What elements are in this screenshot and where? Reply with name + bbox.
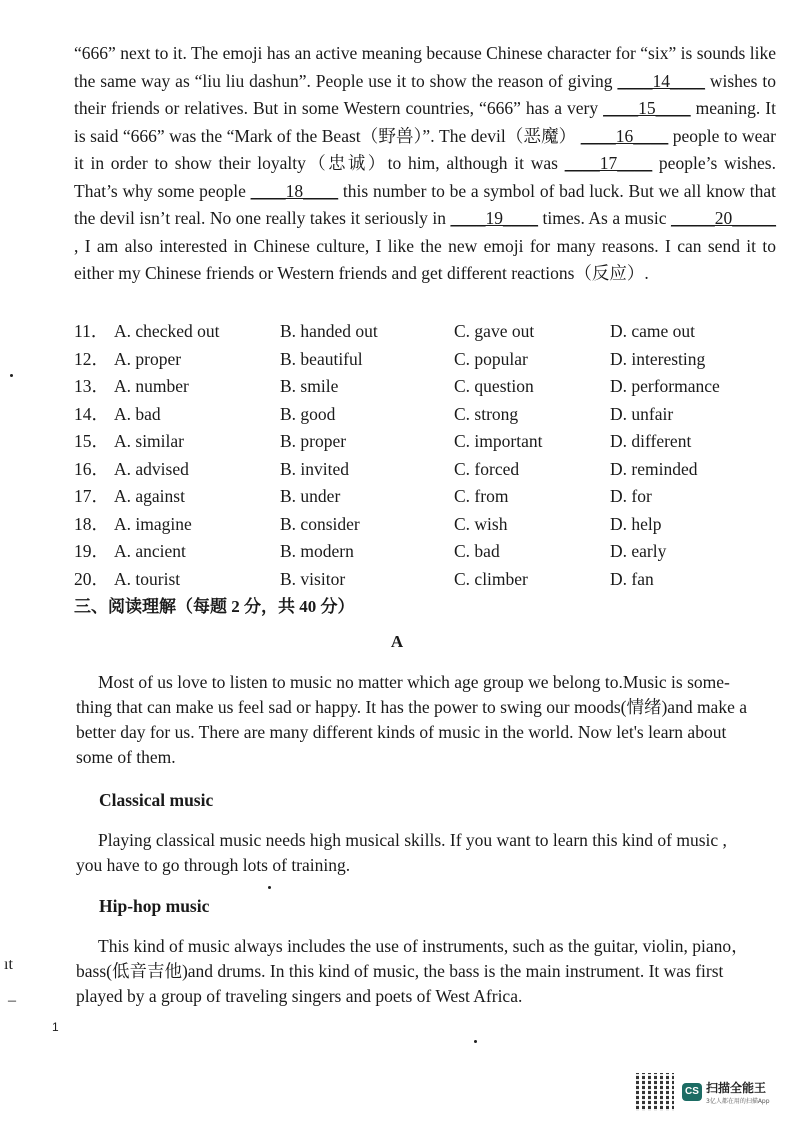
option-a: A. bad bbox=[114, 403, 161, 424]
scan-speck bbox=[10, 374, 13, 377]
option-c: C. bad bbox=[454, 541, 500, 561]
question-number: 12． bbox=[74, 348, 109, 369]
question-number: 17． bbox=[74, 486, 109, 506]
classical-paragraph: Playing classical music needs high musical skills. If you want to learn this kind of music , you have to go through lots of training. bbox=[76, 830, 727, 875]
option-row bbox=[74, 401, 754, 429]
option-b: B. modern bbox=[280, 541, 354, 561]
blank-17: ____17____ bbox=[564, 153, 653, 173]
option-a: A. ancient bbox=[114, 541, 186, 561]
question-number: 16． bbox=[74, 458, 109, 479]
option-d: D. performance bbox=[610, 376, 720, 396]
option-a: A. advised bbox=[114, 458, 189, 479]
option-b: B. beautiful bbox=[280, 348, 363, 369]
blank-15: ____15____ bbox=[603, 98, 691, 118]
question-number: 11． bbox=[74, 321, 109, 341]
question-number: 13． bbox=[74, 376, 109, 396]
option-a: A. checked out bbox=[114, 321, 220, 341]
option-d: D. unfair bbox=[610, 403, 674, 424]
question-number: 15． bbox=[74, 431, 109, 451]
option-b: B. invited bbox=[280, 458, 350, 479]
option-b: B. under bbox=[280, 486, 341, 506]
passage-letter: A bbox=[390, 632, 404, 651]
blank-20: _____20_____ bbox=[671, 208, 776, 228]
page-number: 1 bbox=[52, 1020, 59, 1034]
question-number: 14． bbox=[74, 403, 109, 424]
scanner-watermark bbox=[636, 1072, 786, 1112]
option-b: B. proper bbox=[280, 431, 347, 451]
blank-16: ____16____ bbox=[580, 125, 669, 146]
option-row bbox=[74, 373, 754, 401]
option-row bbox=[74, 566, 754, 594]
intro-paragraph: Most of us love to listen to music no matter which age group we belong to.Music is some- thing that can make us feel sad or happy. It has the power to swing our moods(情绪)and make a better day for us. There are many different kinds of music in the world. Now let's learn about some of them. bbox=[76, 672, 747, 767]
blank-19: ____19____ bbox=[450, 208, 539, 228]
option-d: D. early bbox=[610, 541, 667, 561]
scanner-title: 扫描全能王 bbox=[706, 1081, 767, 1095]
scan-speck bbox=[474, 1040, 477, 1043]
option-d: D. interesting bbox=[610, 348, 706, 369]
option-a: A. against bbox=[114, 486, 185, 506]
option-c: C. climber bbox=[454, 568, 528, 589]
option-c: C. from bbox=[454, 486, 509, 506]
option-c: C. important bbox=[454, 431, 543, 451]
option-c: C. strong bbox=[454, 403, 519, 424]
section-heading: 三、阅读理解（每题 2 分，共 40 分） bbox=[74, 597, 355, 616]
blank-18: ____18____ bbox=[250, 180, 339, 201]
option-row bbox=[74, 511, 754, 539]
option-b: B. consider bbox=[280, 513, 360, 534]
blank-14: ____14____ bbox=[617, 70, 705, 91]
question-number: 19． bbox=[74, 541, 109, 561]
option-row bbox=[74, 456, 754, 484]
option-a: A. similar bbox=[114, 431, 184, 451]
option-c: C. wish bbox=[454, 513, 508, 534]
hiphop-heading: Hip-hop music bbox=[99, 896, 210, 916]
options-list bbox=[74, 318, 754, 593]
hiphop-paragraph: This kind of music always includes the use of instruments, such as the guitar, violin, piano，bass(低音吉他)and drums. In this kind of music, the bass is the main instrument. It was first played by a group of traveling singers and poets of West Africa. bbox=[76, 936, 749, 1006]
cloze-passage bbox=[74, 40, 776, 288]
option-a: A. tourist bbox=[114, 568, 181, 589]
option-row bbox=[74, 538, 754, 566]
qr-code-icon bbox=[636, 1073, 674, 1111]
option-d: D. different bbox=[610, 431, 692, 451]
option-d: D. fan bbox=[610, 568, 654, 589]
option-d: D. reminded bbox=[610, 458, 698, 479]
classical-heading: Classical music bbox=[99, 790, 214, 810]
option-row bbox=[74, 483, 754, 511]
camscanner-logo-icon: CS bbox=[682, 1083, 702, 1101]
option-c: C. forced bbox=[454, 458, 520, 479]
question-number: 20． bbox=[74, 568, 109, 589]
margin-mark: ıt bbox=[4, 956, 13, 973]
option-c: C. question bbox=[454, 376, 534, 396]
option-a: A. imagine bbox=[114, 513, 192, 534]
option-b: B. handed out bbox=[280, 321, 378, 341]
option-c: C. popular bbox=[454, 348, 528, 369]
question-number: 18． bbox=[74, 513, 109, 534]
option-a: A. number bbox=[114, 376, 189, 396]
margin-mark: – bbox=[8, 992, 16, 1009]
option-b: B. visitor bbox=[280, 568, 346, 589]
option-row bbox=[74, 428, 754, 456]
option-b: B. good bbox=[280, 403, 336, 424]
option-a: A. proper bbox=[114, 348, 182, 369]
option-row bbox=[74, 318, 754, 346]
option-b: B. smile bbox=[280, 376, 339, 396]
option-d: D. came out bbox=[610, 321, 696, 341]
option-d: D. for bbox=[610, 486, 652, 506]
scan-speck bbox=[268, 886, 271, 889]
scanner-subtitle: 3亿人都在用的扫描App bbox=[706, 1098, 770, 1105]
option-c: C. gave out bbox=[454, 321, 535, 341]
option-d: D. help bbox=[610, 513, 662, 534]
cloze-paragraph: “666” next to it. The emoji has an active meaning because Chinese character for “six” is sounds like the same way as “liu liu dashun”. People use it to show the reason of giving ____14____ wishes to their friends or relatives. But in some Western countries, “666” has a very ____15____ meaning. It is said “666” was the “Mark of the Beast（野兽）”. The devil（恶魔） ____16____ people to wear it in order to show their loyalty（忠诚）to him, although it was ____17____ people’s wishes. That’s why some people ____18____ this number to be a symbol of bad luck. But we all know that the devil isn’t real. No one really takes it seriously in ____19____ times. As a music _____20_____ , I am also interested in Chinese culture, I like the new emoji for many reasons. I can send it to either my Chinese friends or Western friends and get different reactions（反应）. bbox=[74, 43, 776, 283]
option-row bbox=[74, 346, 754, 374]
